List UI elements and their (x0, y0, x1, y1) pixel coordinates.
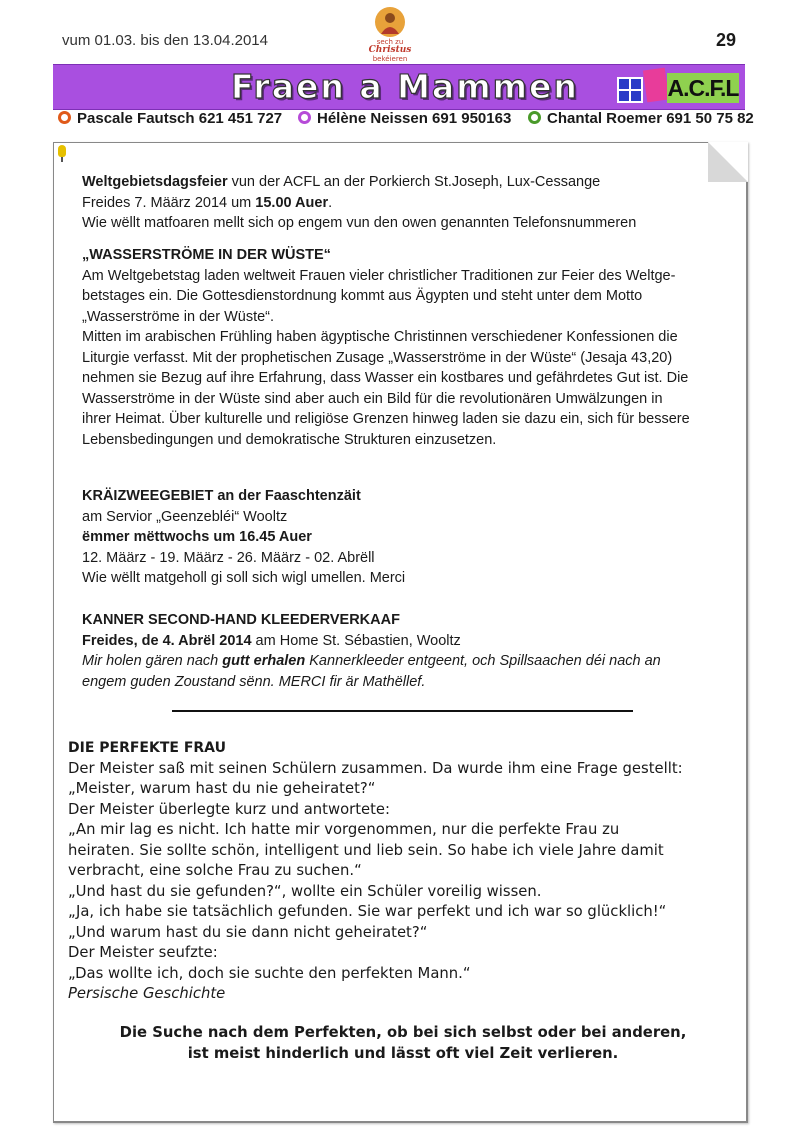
phone-icon (298, 111, 311, 124)
page-number: 29 (716, 30, 737, 50)
logo-line-1: sech zu (376, 38, 404, 46)
story-line: Der Meister überlegte kurz und antwortete: (68, 800, 391, 818)
wasserstroeme-article (82, 245, 722, 450)
phone-icon (58, 111, 71, 124)
section-heading: KANNER SECOND-HAND KLEEDERVERKAAF (82, 612, 400, 628)
registration-note: Wie wëllt matfoaren mellt sich op engem vun den owen genannten Telefonsnummeren (82, 215, 637, 231)
christus-logo-icon (373, 6, 407, 38)
article-line: Wasserströme in der Wüste sind aber auch ein Bild für die revolutionären Umwälzungen in (82, 390, 663, 407)
section-banner (53, 64, 745, 110)
contact-item (298, 110, 511, 127)
moral-line: Die Suche nach dem Perfekten, ob bei sich selbst oder bei anderen, (119, 1024, 687, 1041)
note-text: Mir holen gären nach (82, 653, 223, 669)
story-moral (68, 1022, 738, 1064)
registration-note: Wie wëllt matgeholl gi soll sich wigl umellen. Merci (82, 570, 406, 586)
event-title: Weltgebietsdagsfeier (82, 174, 228, 190)
article-line: Liturgie verfasst. Mit der prophetischen Zusage „Wasserströme in der Wüste“ (Jesaja 43,20) (82, 349, 673, 366)
moral-line: ist meist hinderlich und lässt oft viel Zeit verlieren. (187, 1045, 619, 1062)
article-line: betstages ein. Die Gottesdienstordnung kommt aus Ägypten und steht unter dem Motto (82, 288, 643, 304)
article-heading: „WASSERSTRÖME IN DER WÜSTE“ (82, 247, 331, 263)
prayer-day-announcement (82, 172, 722, 234)
sale-venue: am Home St. Sébastien, Wooltz (251, 632, 461, 649)
note-emphasis: gutt erhalen (222, 653, 306, 669)
flower-icon (643, 68, 669, 103)
article-line: Mitten im arabischen Frühling haben ägyptische Christinnen verschiedener Konfessionen die (82, 329, 678, 345)
contact-text: Hélène Neissen 691 950163 (317, 110, 512, 127)
note-text: engem guden Zoustand sënn. MERCI fir är Mathëllef. (82, 673, 426, 690)
story-line: „Und hast du sie gefunden?“, wollte ein Schüler voreilig wissen. (68, 882, 542, 900)
stations-of-cross-announcement (82, 486, 722, 589)
article-line: Am Weltgebetstag laden weltweit Frauen vieler christlicher Traditionen zur Feier des Weltge- (82, 267, 676, 284)
banner-title: Fraen a Mammen (231, 67, 579, 106)
story-title: DIE PERFEKTE FRAU (68, 740, 226, 756)
story-line: „Meister, warum hast du nie geheiratet?“ (68, 780, 376, 797)
story-line: Der Meister seufzte: (68, 944, 218, 961)
second-hand-sale-announcement (82, 610, 742, 692)
event-time: 15.00 Auer (255, 194, 329, 211)
article-line: ihrer Heimat. Über kulturelle und religiöse Grenzen hinweg laden sie dazu ein, sich für bessere (82, 411, 690, 427)
window-icon (617, 77, 643, 103)
venue: am Servior „Geenzebléi“ Wooltz (82, 508, 288, 525)
event-location: vun der ACFL an der Porkierch St.Joseph, Lux-Cessange (227, 174, 601, 190)
story-source: Persische Geschichte (68, 985, 226, 1002)
section-divider (172, 710, 633, 712)
article-line: „Wasserströme in der Wüste“. (82, 308, 275, 325)
story-line: heiraten. Sie sollte schön, intelligent und lieb sein. So habe ich viele Jahre damit (68, 841, 664, 859)
microphone-icon (58, 145, 66, 157)
perfect-woman-story (68, 738, 738, 1005)
punctuation: . (328, 194, 333, 211)
logo-line-3: bekéieren (372, 55, 408, 63)
acfl-logo-text: A.C.F.L (667, 75, 739, 101)
section-heading: KRÄIZWEEGEBIET an der Faaschtenzäit (82, 488, 361, 504)
event-date: Freides 7. Määrz 2014 um (82, 194, 256, 211)
story-line: „An mir lag es nicht. Ich hatte mir vorgenommen, nur die perfekte Frau zu (68, 821, 620, 838)
schedule: ëmmer mëttwochs um 16.45 Auer (82, 529, 312, 545)
story-line: verbracht, eine solche Frau zu suchen.“ (68, 862, 362, 879)
logo-line-2: Christus (368, 45, 412, 55)
contact-text: Pascale Fautsch 621 451 727 (77, 110, 283, 127)
story-line: Der Meister saß mit seinen Schülern zusammen. Da wurde ihm eine Frage gestellt: (68, 759, 683, 777)
dates: 12. Määrz - 19. Määrz - 26. Määrz - 02. Abrëll (82, 549, 375, 566)
date-range: vum 01.03. bis den 13.04.2014 (62, 32, 268, 49)
sale-date: Freides, de 4. Abrël 2014 (82, 632, 252, 649)
story-line: „Das wollte ich, doch sie suchte den perfekten Mann.“ (68, 964, 471, 982)
contact-item (528, 110, 754, 127)
article-line: nehmen sie Bezug auf ihre Erfahrung, dass Wasser ein kostbares und gefährdetes Gut ist. Die (82, 370, 689, 386)
story-line: „Ja, ich habe sie tatsächlich gefunden. Sie war perfekt und ich war so glücklich!“ (68, 903, 667, 920)
note-text: Kannerkleeder entgeent, och Spillsaachen déi nach an (305, 653, 661, 669)
contact-item (58, 110, 282, 127)
christus-logo (356, 6, 424, 68)
story-line: „Und warum hast du sie dann nicht geheiratet?“ (68, 923, 428, 941)
acfl-logo (617, 69, 739, 105)
contact-text: Chantal Roemer 691 50 75 82 (547, 110, 754, 127)
phone-icon (528, 111, 541, 124)
article-line: Lebensbedingungen und demokratische Strukturen einzusetzen. (82, 431, 497, 448)
contact-bar (56, 110, 754, 132)
